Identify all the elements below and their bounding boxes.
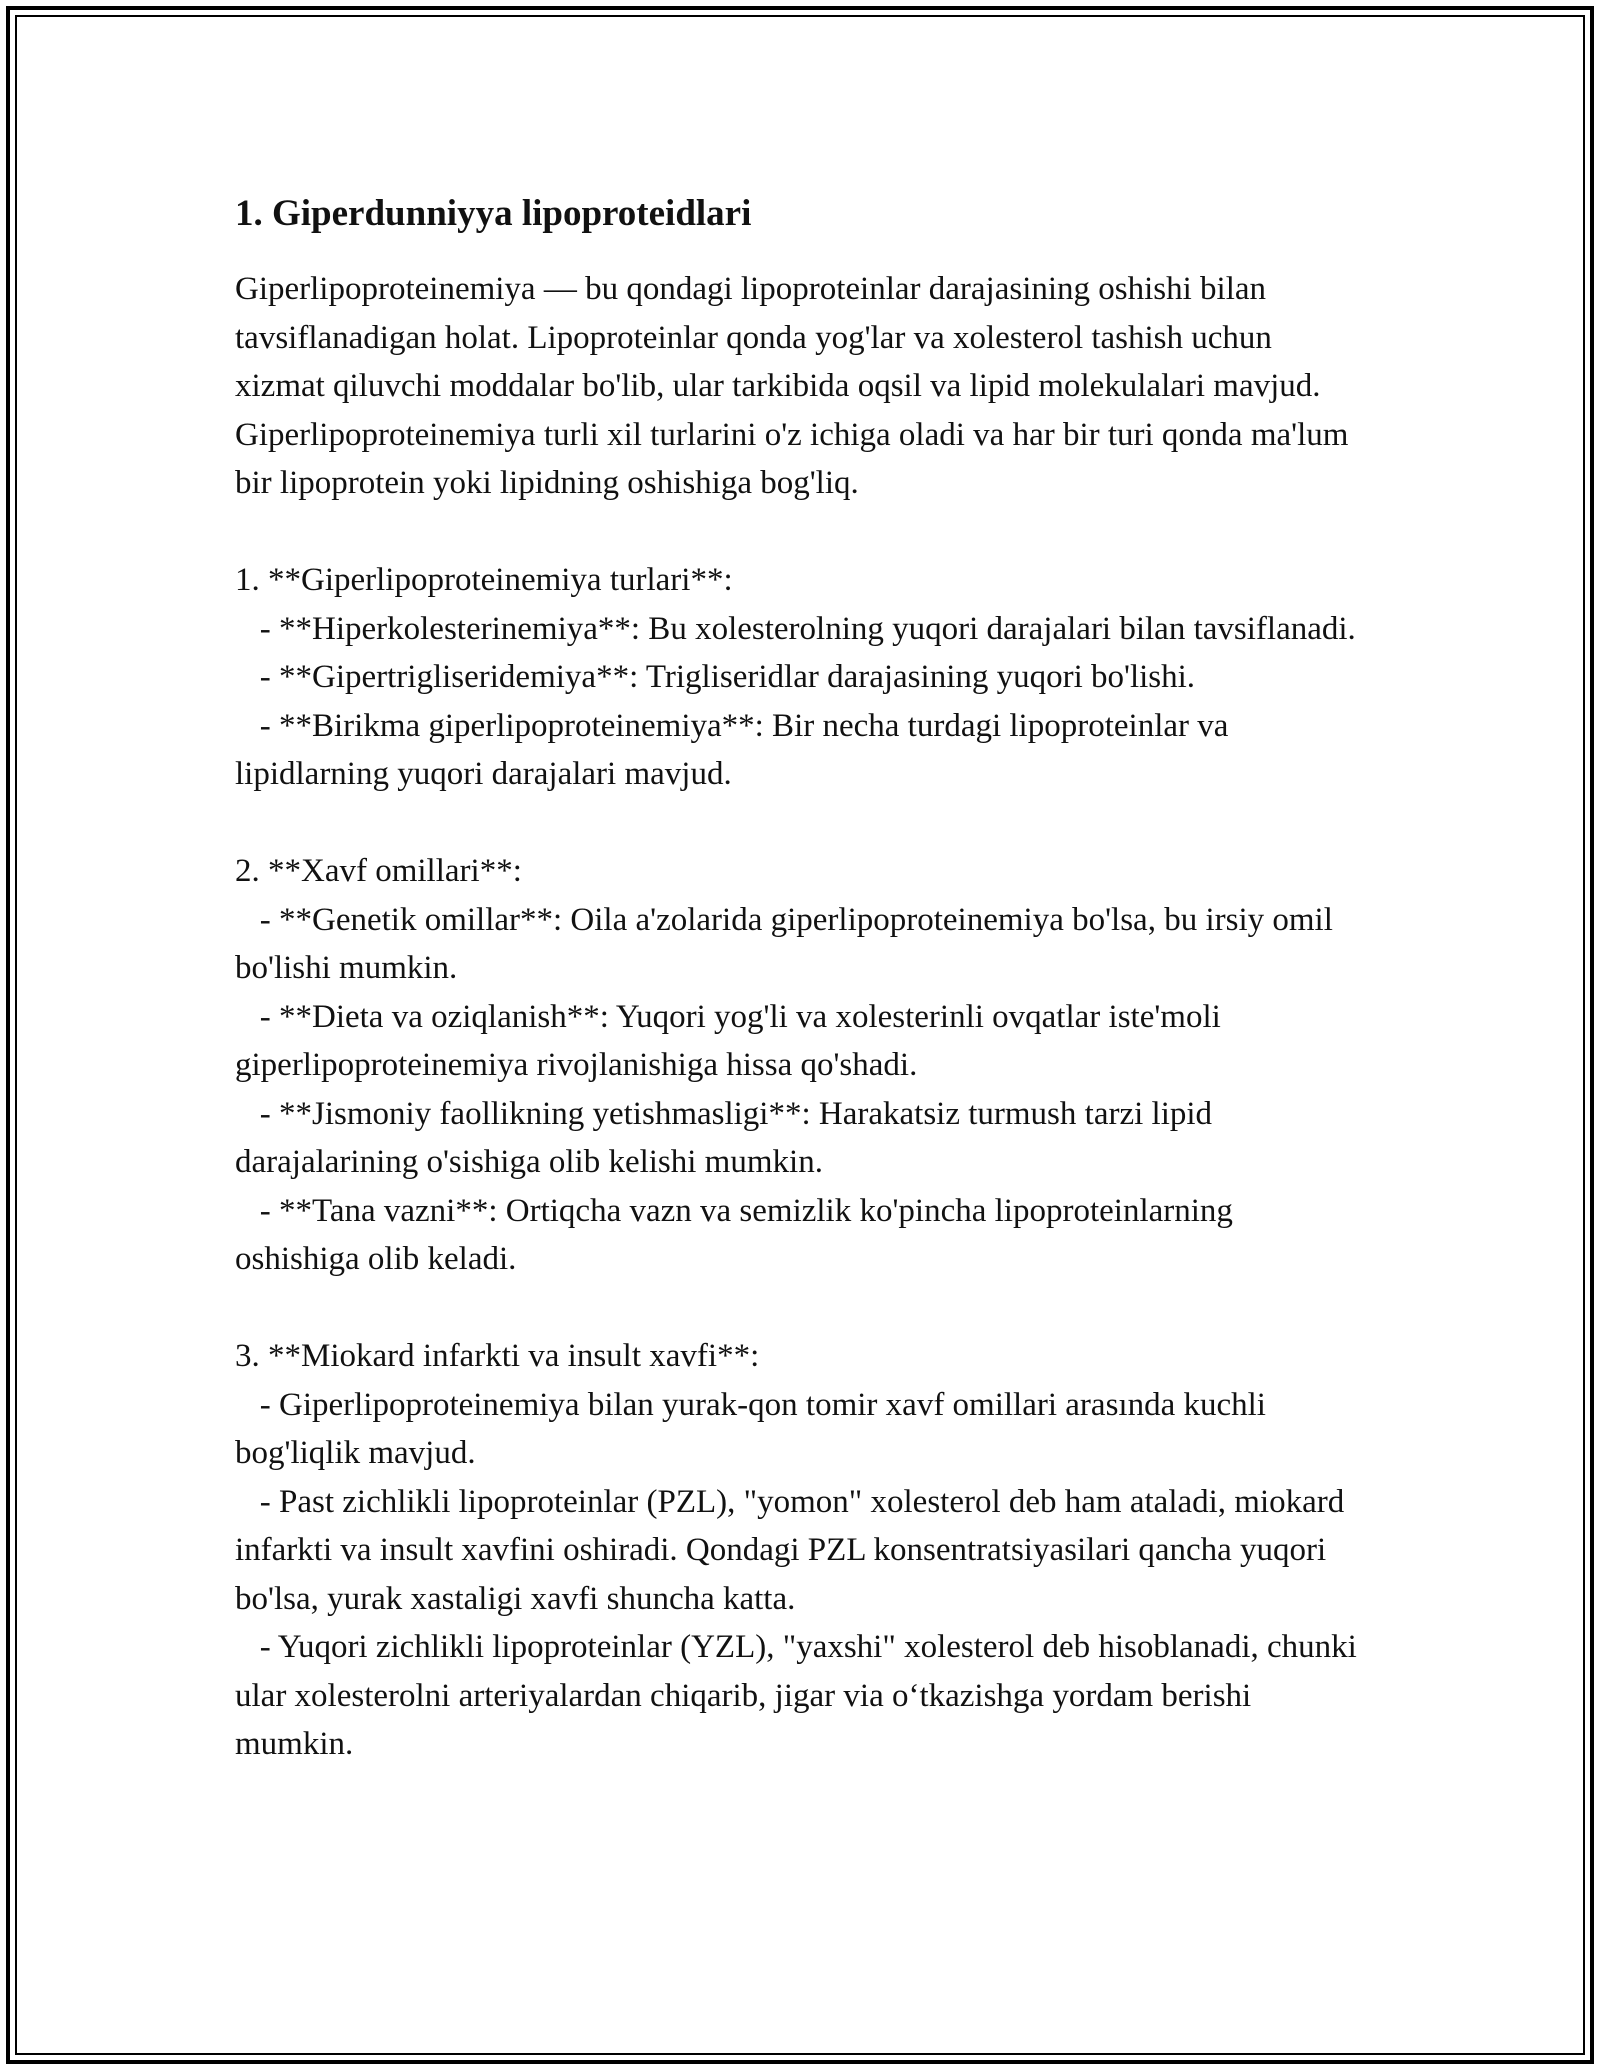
- list-item: - **Birikma giperlipoproteinemiya**: Bir necha turdagi lipoproteinlar va lipidlarning yuqori darajalari mavjud.: [235, 707, 1237, 792]
- section-infarction-risk: [235, 1332, 1365, 1769]
- list-item: - **Dieta va oziqlanish**: Yuqori yog'li va xolesterinli ovqatlar iste'moli giperlipoproteinemiya rivojlanishiga hissa qo'shadi.: [235, 998, 1230, 1083]
- spacer: [235, 1284, 1365, 1333]
- section-heading: 1. **Giperlipoproteinemiya turlari**:: [235, 562, 733, 598]
- list-item: - Past zichlikli lipoproteinlar (PZL), "yomon" xolesterol deb ham ataladi, miokard infarkti va insult xavfini oshiradi. Qondagi PZL konsentratsiyasilari qancha yuqori bo'lsa, yurak xastaligi xavfi shuncha katta.: [235, 1483, 1353, 1617]
- document-body: [235, 187, 1365, 1769]
- list-item: - **Genetik omillar**: Oila a'zolarida giperlipoproteinemiya bo'lsa, bu irsiy omil bo'lishi mumkin.: [235, 901, 1342, 986]
- intro-paragraph: Giperlipoproteinemiya — bu qondagi lipoproteinlar darajasining oshishi bilan tavsiflanadigan holat. Lipoproteinlar qonda yog'lar va xolesterol tashish uchun xizmat qiluvchi moddalar bo'lib, ular tarkibida oqsil va lipid molekulalari mavjud. Giperlipoproteinemiya turli xil turlarini o'z ichiga oladi va har bir turi qonda ma'lum bir lipoprotein yoki lipidning oshishiga bog'liq.: [235, 271, 1349, 501]
- spacer: [235, 508, 1365, 557]
- spacer: [235, 799, 1365, 848]
- section-risk-factors: [235, 847, 1365, 1284]
- list-item: - **Jismoniy faollikning yetishmasligi**: Harakatsiz turmush tarzi lipid darajalarining o'sishiga olib kelishi mumkin.: [235, 1095, 1221, 1180]
- list-item: - Giperlipoproteinemiya bilan yurak-qon tomir xavf omillari arasında kuchli bog'liqlik mavjud.: [235, 1386, 1275, 1471]
- list-item: - **Hiperkolesterinemiya**: Bu xolesterolning yuqori darajalari bilan tavsiflanadi.: [235, 610, 1356, 647]
- section-heading: 3. **Miokard infarkti va insult xavfi**:: [235, 1338, 760, 1374]
- list-item: - **Tana vazni**: Ortiqcha vazn va semizlik ko'pincha lipoproteinlarning oshishiga olib keladi.: [235, 1192, 1242, 1277]
- list-item: - **Gipertrigliseridemiya**: Trigliseridlar darajasining yuqori bo'lishi.: [235, 659, 1196, 695]
- section-heading: 2. **Xavf omillari**:: [235, 853, 522, 889]
- section-types: [235, 556, 1365, 799]
- document-title: 1. Giperdunniyya lipoproteidlari: [235, 193, 752, 234]
- list-item: - Yuqori zichlikli lipoproteinlar (YZL), "yaxshi" xolesterol deb hisoblanadi, chunki ular xolesterolni arteriyalardan chiqarib, jigar via o‘tkazishga yordam berishi mumkin.: [235, 1629, 1366, 1762]
